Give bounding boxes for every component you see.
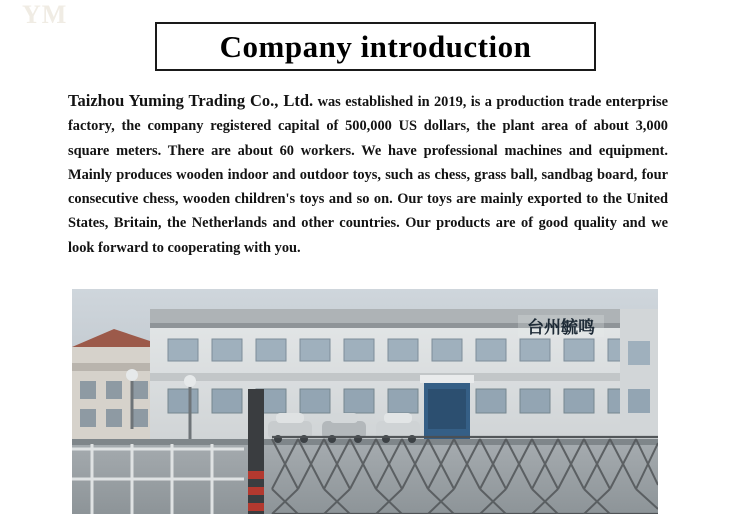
factory-photo (72, 289, 658, 514)
svg-text:台州毓鸣: 台州毓鸣 (527, 318, 595, 338)
factory-photo-illustration (72, 289, 658, 514)
watermark-text: YM (22, 0, 68, 29)
company-name: Taizhou Yuming Trading Co., Ltd. (68, 91, 314, 110)
intro-paragraph (68, 89, 668, 260)
wall-sign (518, 315, 604, 338)
page-title: Company introduction (219, 29, 532, 64)
page-title-box (155, 22, 596, 71)
intro-description: was established in 2019, is a production trade enterprise factory, the company registered capital of 500,000 US dollars, the plant area of about 3,000 square meters. There are about 60 workers. We have professional machines and equipment. Mainly produces wooden indoor and outdoor toys, such as chess, grass ball, sandbag board, four consecutive chess, wooden children's toys and so on. Our toys are mainly exported to the United States, Britain, the Netherlands and other countries. Our products are of good quality and we look forward to cooperating with you. (68, 94, 668, 256)
